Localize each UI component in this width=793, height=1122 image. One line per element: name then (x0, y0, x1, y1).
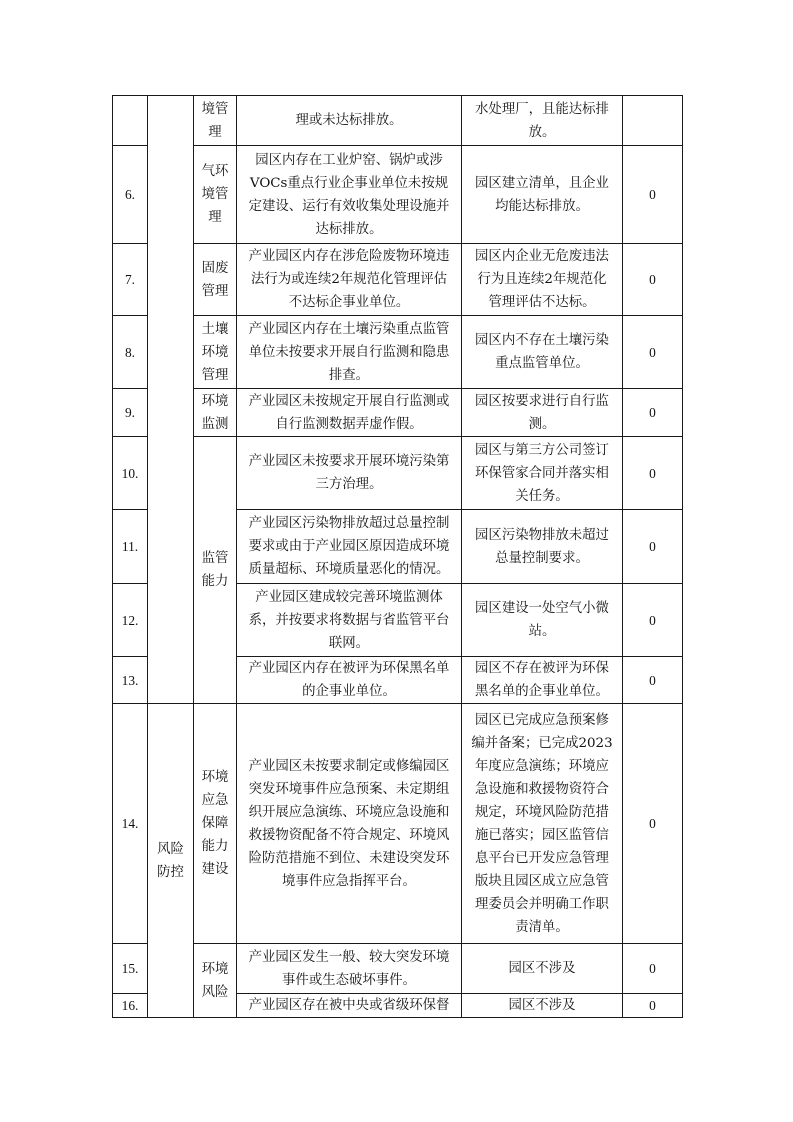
requirement-cell: 产业园区存在被中央或省级环保督 (237, 994, 462, 1018)
requirement-cell: 产业园区建成较完善环境监测体 系，并按要求将数据与省监管平台 联网。 (237, 584, 462, 657)
situation-cell: 园区内企业无危废违法 行为且连续2年规范化 管理评估不达标。 (462, 244, 623, 316)
row-number: 15. (113, 944, 148, 994)
requirement-cell: 产业园区发生一般、较大突发环境 事件或生态破坏事件。 (237, 944, 462, 994)
table-row (113, 944, 683, 994)
situation-cell: 水处理厂，且能达标排 放。 (462, 96, 623, 146)
situation-cell: 园区污染物排放未超过 总量控制要求。 (462, 510, 623, 584)
row-number: 14. (113, 704, 148, 944)
subcategory-cell: 监管 能力 (194, 437, 237, 704)
table-row (113, 96, 683, 146)
score-cell: 0 (623, 437, 683, 510)
table-row (113, 244, 683, 316)
category-cell: 风险 防控 (148, 704, 194, 1018)
situation-cell: 园区不涉及 (462, 944, 623, 994)
subcategory-cell: 环境 风险 (194, 944, 237, 1018)
situation-cell: 园区已完成应急预案修 编并备案；已完成2023 年度应急演练；环境应 急设施和救援物资符合 规定，环境风险防范措 施已落实；园区监管信 息平台已开发应急管理 版块且园区成立应急管 理委员会并明确工作职 责清单。 (462, 704, 623, 944)
score-cell: 0 (623, 244, 683, 316)
score-cell: 0 (623, 584, 683, 657)
requirement-cell: 园区内存在工业炉窑、锅炉或涉 VOCs重点行业企事业单位未按规 定建设、运行有效收集处理设施并 达标排放。 (237, 146, 462, 244)
row-number: 10. (113, 437, 148, 510)
row-number: 6. (113, 146, 148, 244)
table-row (113, 146, 683, 244)
situation-cell: 园区与第三方公司签订 环保管家合同并落实相 关任务。 (462, 437, 623, 510)
requirement-cell: 产业园区内存在涉危险废物环境违 法行为或连续2年规范化管理评估 不达标企事业单位。 (237, 244, 462, 316)
requirement-cell: 产业园区未按要求开展环境污染第 三方治理。 (237, 437, 462, 510)
score-cell: 0 (623, 510, 683, 584)
situation-cell: 园区建设一处空气小微 站。 (462, 584, 623, 657)
score-cell: 0 (623, 389, 683, 437)
requirement-cell: 产业园区未按规定开展自行监测或 自行监测数据弄虚作假。 (237, 389, 462, 437)
table-row (113, 704, 683, 944)
row-number (113, 96, 148, 146)
situation-cell: 园区不存在被评为环保 黑名单的企事业单位。 (462, 657, 623, 704)
score-cell: 0 (623, 944, 683, 994)
table-row (113, 437, 683, 510)
situation-cell: 园区按要求进行自行监 测。 (462, 389, 623, 437)
subcategory-cell: 土壤 环境 管理 (194, 316, 237, 389)
score-cell: 0 (623, 704, 683, 944)
row-number: 9. (113, 389, 148, 437)
subcategory-cell: 固废 管理 (194, 244, 237, 316)
situation-cell: 园区不涉及 (462, 994, 623, 1018)
category-cell (148, 96, 194, 704)
row-number: 13. (113, 657, 148, 704)
requirement-cell: 产业园区污染物排放超过总量控制 要求或由于产业园区原因造成环境 质量超标、环境质量恶化的情况。 (237, 510, 462, 584)
table-row (113, 316, 683, 389)
score-cell: 0 (623, 146, 683, 244)
score-cell: 0 (623, 994, 683, 1018)
requirement-cell: 产业园区内存在被评为环保黑名单 的企事业单位。 (237, 657, 462, 704)
row-number: 16. (113, 994, 148, 1018)
requirement-cell: 理或未达标排放。 (237, 96, 462, 146)
subcategory-cell: 气环 境管 理 (194, 146, 237, 244)
situation-cell: 园区内不存在土壤污染 重点监管单位。 (462, 316, 623, 389)
requirement-cell: 产业园区未按要求制定或修编园区 突发环境事件应急预案、未定期组 织开展应急演练、环境应急设施和 救援物资配备不符合规定、环境风 险防范措施不到位、未建设突发环 境事件应急指挥平台。 (237, 704, 462, 944)
subcategory-cell: 环境 监测 (194, 389, 237, 437)
table-row (113, 389, 683, 437)
evaluation-table (112, 95, 683, 1018)
requirement-cell: 产业园区内存在土壤污染重点监管 单位未按要求开展自行监测和隐患 排查。 (237, 316, 462, 389)
subcategory-cell: 境管 理 (194, 96, 237, 146)
row-number: 11. (113, 510, 148, 584)
row-number: 8. (113, 316, 148, 389)
subcategory-cell: 环境 应急 保障 能力 建设 (194, 704, 237, 944)
score-cell: 0 (623, 657, 683, 704)
score-cell (623, 96, 683, 146)
situation-cell: 园区建立清单，且企业 均能达标排放。 (462, 146, 623, 244)
row-number: 7. (113, 244, 148, 316)
score-cell: 0 (623, 316, 683, 389)
row-number: 12. (113, 584, 148, 657)
